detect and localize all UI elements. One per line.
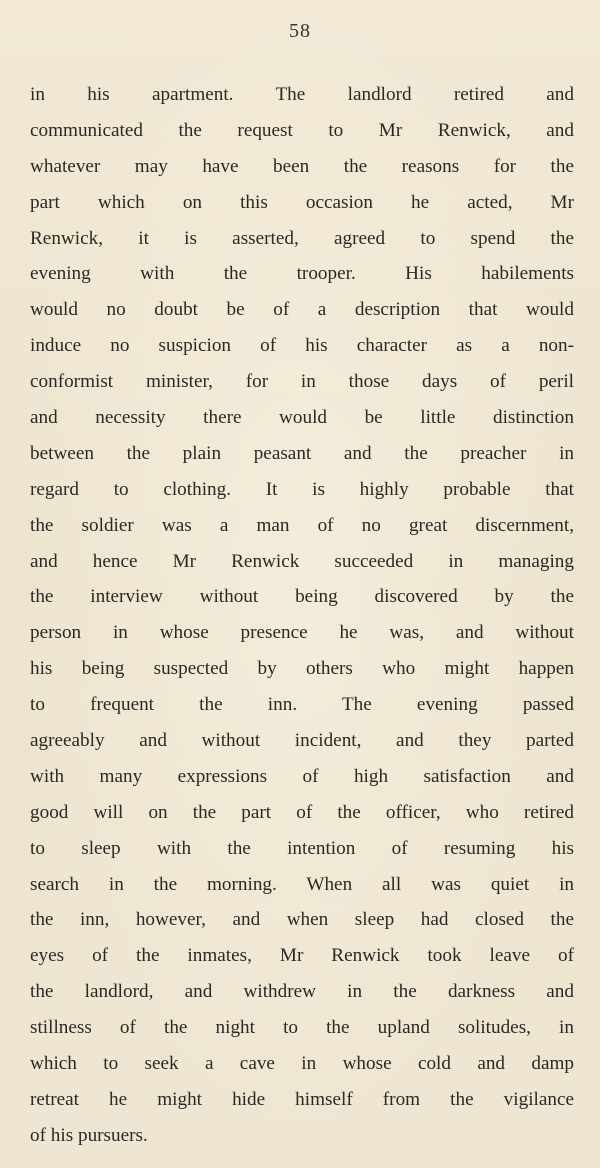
text-line: whatever may have been the reasons for the [30, 155, 574, 177]
text-line: in his apartment. The landlord retired and [30, 84, 574, 105]
text-line: part which on this occasion he acted, Mr [30, 191, 574, 213]
text-line: the landlord, and withdrew in the darkness and [30, 981, 574, 1003]
text-line: and hence Mr Renwick succeeded in managing [30, 550, 574, 572]
text-line: his being suspected by others who might happen [30, 658, 574, 680]
text-line: retreat he might hide himself from the vigilance [30, 1088, 574, 1110]
text-line-last: of his pursuers. [30, 1124, 148, 1146]
text-line: the inn, however, and when sleep had closed the [30, 909, 574, 931]
text-line: eyes of the inmates, Mr Renwick took leave of [30, 945, 574, 967]
text-line: between the plain peasant and the preacher in [30, 442, 574, 464]
text-line: person in whose presence he was, and without [30, 622, 574, 644]
text-line: induce no suspicion of his character as a non- [30, 335, 574, 357]
text-line: search in the morning. When all was quiet in [30, 873, 574, 895]
text-line: conformist minister, for in those days of peril [30, 371, 574, 393]
body-text [30, 77, 574, 1154]
text-line: the soldier was a man of no great discernment, [30, 514, 574, 536]
text-line: to frequent the inn. The evening passed [30, 694, 574, 716]
text-line: to sleep with the intention of resuming his [30, 837, 574, 859]
text-line: good will on the part of the officer, who retired [30, 801, 574, 823]
text-line: evening with the trooper. His habilements [30, 263, 574, 285]
text-line: regard to clothing. It is highly probable that [30, 478, 574, 500]
text-line: agreeably and without incident, and they parted [30, 730, 574, 752]
text-line: stillness of the night to the upland solitudes, in [30, 1017, 574, 1039]
text-line: communicated the request to Mr Renwick, and [30, 119, 574, 141]
text-line: and necessity there would be little distinction [30, 407, 574, 429]
text-line: with many expressions of high satisfaction and [30, 765, 574, 787]
text-line: the interview without being discovered by the [30, 586, 574, 608]
text-line: would no doubt be of a description that would [30, 299, 574, 321]
text-line: which to seek a cave in whose cold and damp [30, 1053, 574, 1075]
text-line: Renwick, it is asserted, agreed to spend the [30, 227, 574, 249]
page-number: 58 [289, 20, 311, 42]
